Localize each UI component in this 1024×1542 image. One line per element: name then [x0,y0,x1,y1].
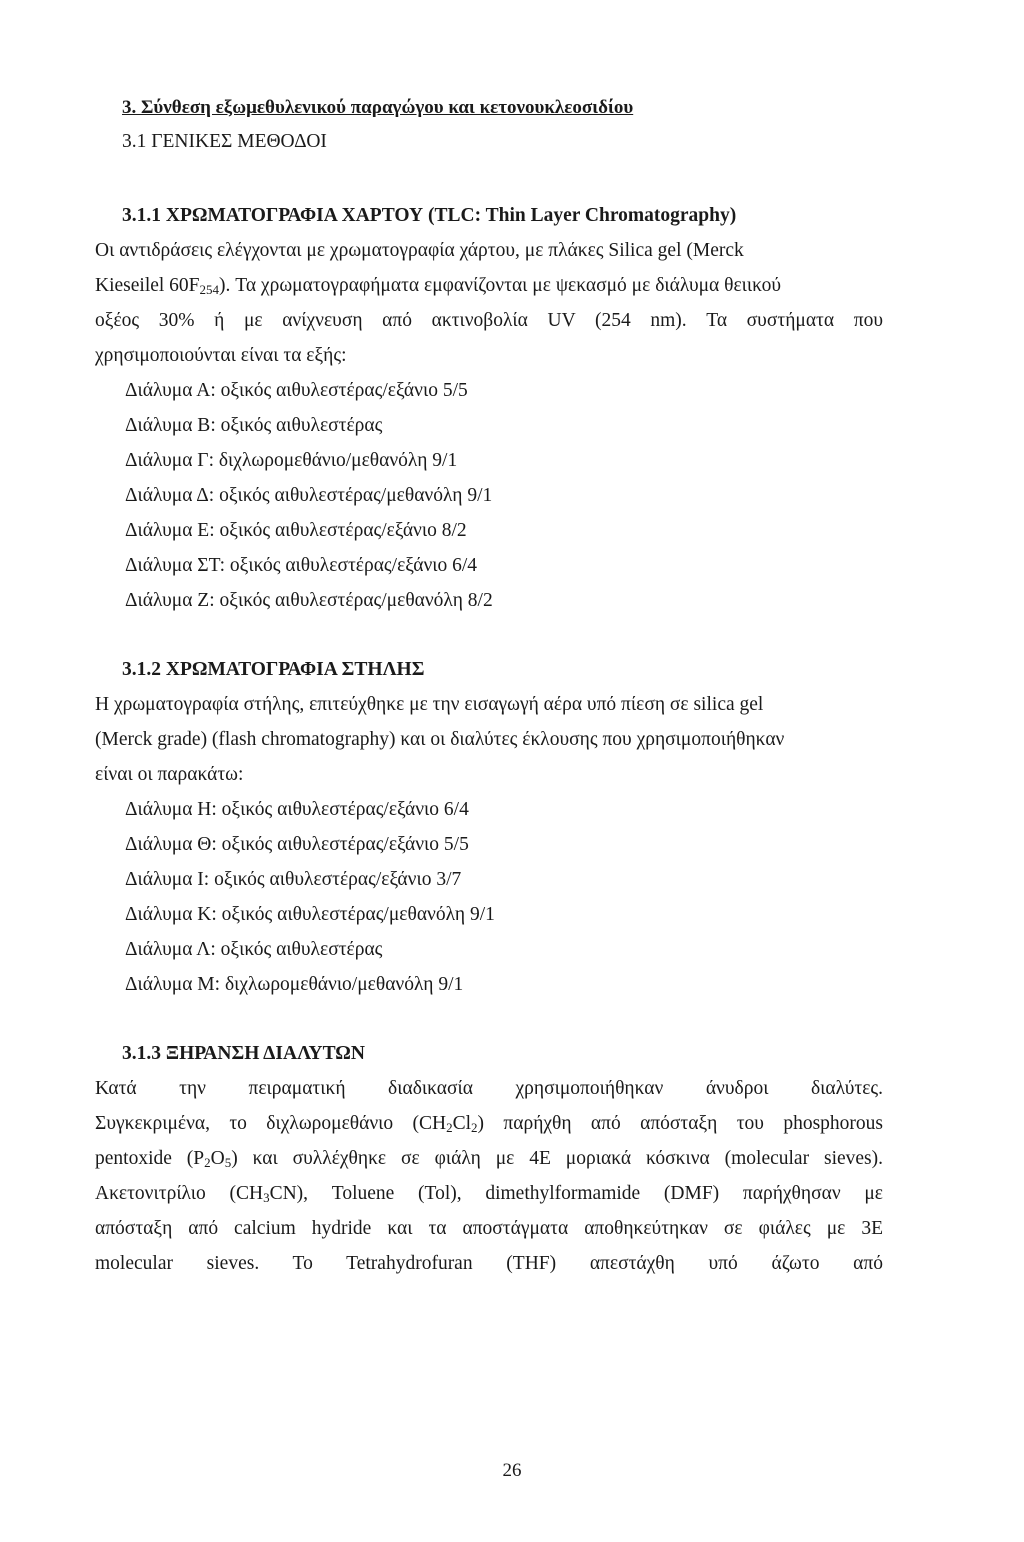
paragraph-line: οξέος 30% ή με ανίχνευση από ακτινοβολία UV (254 nm). Τα συστήματα που [95,310,883,331]
section-heading-3-1-1: 3.1.1 ΧΡΩΜΑΤΟΓΡΑΦΙΑ ΧΑΡΤΟΥ (TLC: Thin Layer Chromatography) [122,205,737,226]
solution-item: Διάλυμα Ε: οξικός αιθυλεστέρας/εξάνιο 8/2 [125,520,467,541]
paragraph-line: pentoxide $(P_2O_5)$ και συλλέχθηκε σε φιάλη με 4E μοριακά κόσκινα (molecular sieves). [95,1148,883,1170]
document-page [95,96,883,1276]
section-heading-3-1-3: 3.1.3 ΞΗΡΑΝΣΗ ΔΙΑΛΥΤΩΝ [122,1043,365,1064]
paragraph-line: (Merck grade) (flash chromatography) και οι διαλύτες έκλουσης που χρησιμοποιήθηκαν [95,729,785,750]
chapter-title: 3. Σύνθεση εξωμεθυλενικού παραγώγου και κετονουκλεοσιδίου [122,97,634,118]
paragraph-line: Οι αντιδράσεις ελέγχονται με χρωματογραφία χάρτου, με πλάκες Silica gel (Merck [95,240,744,261]
paragraph-line: molecular sieves. To Tetrahydrofuran (THF) απεστάχθη υπό άζωτο από [95,1253,883,1274]
solution-item: Διάλυμα Θ: οξικός αιθυλεστέρας/εξάνιο 5/5 [125,834,469,855]
solution-item: Διάλυμα ΣΤ: οξικός αιθυλεστέρας/εξάνιο 6/4 [125,555,478,576]
solution-item: Διάλυμα Ι: οξικός αιθυλεστέρας/εξάνιο 3/7 [125,869,462,890]
solution-item: Διάλυμα Γ: διχλωρομεθάνιο/μεθανόλη 9/1 [125,450,458,471]
solution-item: Διάλυμα Δ: οξικός αιθυλεστέρας/μεθανόλη 9/1 [125,485,493,506]
paragraph-line: Η χρωματογραφία στήλης, επιτεύχθηκε με την εισαγωγή αέρα υπό πίεση σε silica gel [95,694,764,715]
page-number: 26 [502,1460,522,1481]
paragraph-line: απόσταξη από calcium hydride και τα αποστάγματα αποθηκεύτηκαν σε φιάλες με 3E [95,1218,883,1239]
solution-item: Διάλυμα Λ: οξικός αιθυλεστέρας [125,939,383,960]
section-heading-3-1-2: 3.1.2 ΧΡΩΜΑΤΟΓΡΑΦΙΑ ΣΤΗΛΗΣ [122,659,425,680]
solution-item: Διάλυμα Β: οξικός αιθυλεστέρας [125,415,383,436]
paragraph-line: Συγκεκριμένα, το διχλωρομεθάνιο $(CH_2Cl_2)$ παρήχθη από απόσταξη του phosphorous [95,1113,883,1135]
solution-item: Διάλυμα Η: οξικός αιθυλεστέρας/εξάνιο 6/4 [125,799,469,820]
paragraph-line: Ακετονιτρίλιο $(CH_3CN)$, Toluene (Tol), dimethylformamide (DMF) παρήχθησαν με [95,1183,883,1205]
paragraph-line: είναι οι παρακάτω: [95,764,244,785]
paragraph-line: Kieseilel $60F_{254}$). Τα χρωματογραφήματα εμφανίζονται με ψεκασμό με διάλυμα θειικού [95,275,781,297]
solution-item: Διάλυμα Α: οξικός αιθυλεστέρας/εξάνιο 5/5 [125,380,468,401]
solution-item: Διάλυμα Μ: διχλωρομεθάνιο/μεθανόλη 9/1 [125,974,464,995]
paragraph-line: χρησιμοποιούνται είναι τα εξής: [95,345,347,366]
paragraph-line: Κατά την πειραματική διαδικασία χρησιμοποιήθηκαν άνυδροι διαλύτες. [95,1078,883,1099]
section-heading-3-1: 3.1 ΓΕΝΙΚΕΣ ΜΕΘΟΔΟΙ [122,131,327,152]
solution-item: Διάλυμα Κ: οξικός αιθυλεστέρας/μεθανόλη 9/1 [125,904,495,925]
solution-item: Διάλυμα Ζ: οξικός αιθυλεστέρας/μεθανόλη 8/2 [125,590,493,611]
